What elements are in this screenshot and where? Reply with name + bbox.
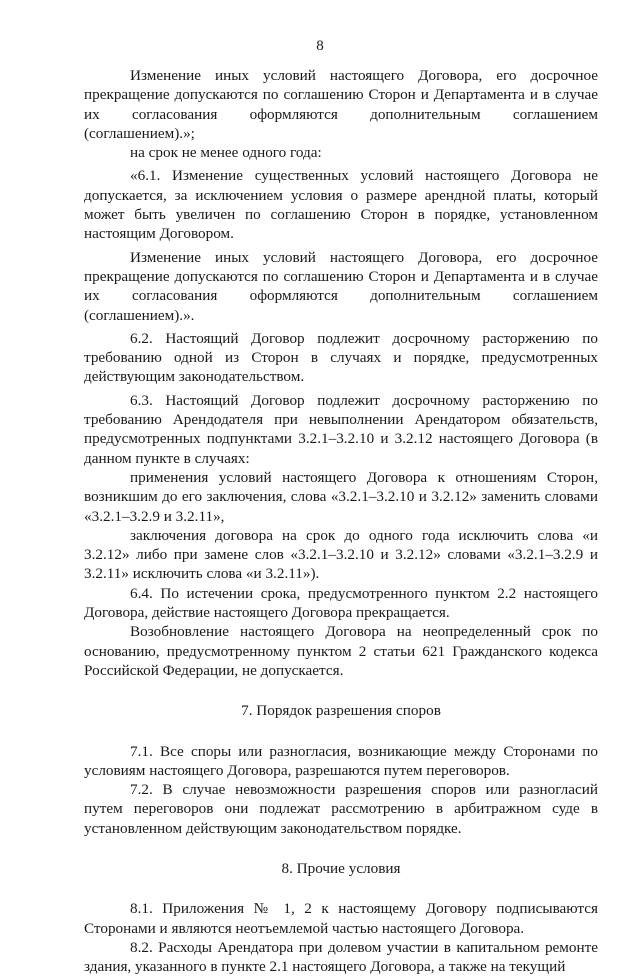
paragraph: на срок не менее одного года: (130, 144, 322, 162)
document-body (84, 66, 598, 976)
section-heading: 8. Прочие условия (281, 859, 401, 877)
paragraph: 6.2. Настоящий Договор подлежит досрочному расторжению по требованию одной из Сторон в случаях и порядке, предусмотренных действующим законодательством. (84, 329, 598, 386)
paragraph: применения условий настоящего Договора к отношениям Сторон, возникшим до его заключения, слова «3.2.1–3.2.10 и 3.2.12» заменить словами «3.2.1–3.2.9 и 3.2.11», (84, 468, 598, 525)
paragraph: Изменение иных условий настоящего Договора, его досрочное прекращение допускаются по соглашению Сторон и Департамента и в случае их согласования оформляются дополнительным соглашением (соглашением).». (84, 248, 598, 324)
paragraph: заключения договора на срок до одного года исключить слова «и 3.2.12» либо при замене слов «3.2.1–3.2.10 и 3.2.12» словами «3.2.1–3.2.9 и 3.2.11» исключить слова «и 3.2.11»). (84, 526, 598, 583)
paragraph: Изменение иных условий настоящего Договора, его досрочное прекращение допускаются по соглашению Сторон и Департамента и в случае их согласования оформляются дополнительным соглашением (соглашением).»; (84, 67, 598, 142)
paragraph: 7.1. Все споры или разногласия, возникающие между Сторонами по условиям настоящего Договора, разрешаются путем переговоров. (84, 742, 598, 779)
section-heading: 7. Порядок разрешения споров (241, 702, 441, 720)
paragraph: 6.3. Настоящий Договор подлежит досрочному расторжению по требованию Арендодателя при невыполнении Арендатором обязательств, предусмотренных подпунктами 3.2.1–3.2.10 и 3.2.12 настоящего Договора (в данном пункте в случаях: (84, 391, 598, 467)
paragraph: «6.1. Изменение существенных условий настоящего Договора не допускается, за исключением условия о размере арендной платы, который может быть увеличен по соглашению Сторон в порядке, установленном настоящим Договором. (84, 167, 598, 243)
paragraph: Возобновление настоящего Договора на неопределенный срок по основанию, предусмотренному пунктом 2 статьи 621 Гражданского кодекса Российской Федерации, не допускается. (84, 623, 598, 679)
paragraph: 8.2. Расходы Арендатора при долевом участии в капитальном ремонте здания, указанного в пункте 2.1 настоящего Договора, а также на текущий (84, 938, 598, 976)
paragraph: 7.2. В случае невозможности разрешения споров или разногласий путем переговоров они подлежат рассмотрению в арбитражном суде в установленном действующим законодательством порядке. (84, 781, 598, 837)
page-number: 8 (316, 38, 324, 54)
paragraph: 6.4. По истечении срока, предусмотренного пунктом 2.2 настоящего Договора, действие настоящего Договора прекращается. (84, 584, 598, 622)
paragraph: 8.1. Приложения № 1, 2 к настоящему Договору подписываются Сторонами и являются неотъемлемой частью настоящего Договора. (84, 900, 598, 937)
